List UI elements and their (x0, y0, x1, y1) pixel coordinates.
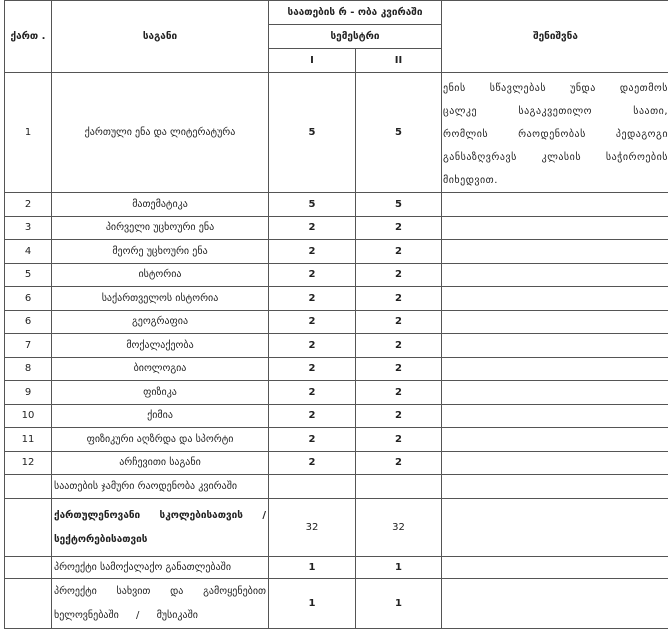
subject-name: ისტორია (52, 263, 269, 287)
table-row (5, 357, 668, 381)
table-row (5, 334, 668, 358)
semester-2-hours: 2 (356, 287, 442, 311)
semester-header: სემესტრი (269, 25, 442, 49)
subject-name: ფიზიკური აღზრდა და სპორტი (52, 428, 269, 452)
class-column-header: ქართ . (5, 1, 52, 73)
row-note (442, 287, 668, 311)
row-number: 7 (5, 334, 52, 358)
row-note (442, 334, 668, 358)
row-number: 2 (5, 193, 52, 217)
row-number: 4 (5, 240, 52, 264)
semester-1-hours: 2 (269, 404, 356, 428)
row-number: 12 (5, 451, 52, 475)
semester-1-header: I (269, 49, 356, 73)
subject-name: ბიოლოგია (52, 357, 269, 381)
row-note (442, 428, 668, 452)
semester-1-hours: 2 (269, 357, 356, 381)
table-row (5, 193, 668, 217)
subject-name: პირველი უცხოური ენა (52, 216, 269, 240)
semester-1-hours: 2 (269, 263, 356, 287)
subject-name: მოქალაქეობა (52, 334, 269, 358)
row-number: 6 (5, 310, 52, 334)
table-row (5, 428, 668, 452)
semester-2-hours: 5 (356, 193, 442, 217)
table-row (5, 287, 668, 311)
table-row (5, 216, 668, 240)
arts-project-s1: 1 (269, 579, 356, 629)
subject-name: ფიზიკა (52, 381, 269, 405)
subject-name: ქართული ენა და ლიტერატურა (52, 73, 269, 193)
row-note (442, 193, 668, 217)
row-note (442, 357, 668, 381)
civic-project-label: პროექტი სამოქალაქო განათლებაში (52, 557, 269, 579)
row-note (442, 404, 668, 428)
semester-2-hours: 2 (356, 381, 442, 405)
row-note (442, 451, 668, 475)
table-row (5, 263, 668, 287)
semester-2-hours: 2 (356, 310, 442, 334)
semester-2-hours: 2 (356, 263, 442, 287)
total-hours-row (5, 475, 668, 499)
semester-1-hours: 2 (269, 310, 356, 334)
semester-2-hours: 2 (356, 334, 442, 358)
semester-1-hours: 2 (269, 451, 356, 475)
table-row (5, 381, 668, 405)
row-number: 8 (5, 357, 52, 381)
weekly-hours-header: საათების რ - ობა კვირაში (269, 1, 442, 25)
semester-2-header: II (356, 49, 442, 73)
semester-1-hours: 2 (269, 381, 356, 405)
row-note (442, 381, 668, 405)
subject-name: ქიმია (52, 404, 269, 428)
row-number: 10 (5, 404, 52, 428)
row-note (442, 216, 668, 240)
subject-name: საქართველოს ისტორია (52, 287, 269, 311)
semester-2-hours: 2 (356, 451, 442, 475)
row-number: 6 (5, 287, 52, 311)
arts-project-s2: 1 (356, 579, 442, 629)
row-number: 3 (5, 216, 52, 240)
arts-project-row (5, 579, 668, 629)
arts-project-label: პროექტი სახვით და გამოყენებით ხელოვნებაში / მუსიკაში (52, 579, 269, 629)
row-note: ენის სწავლებას უნდა დაეთმოს ცალკე საგაკვეთილო საათი, რომლის რაოდენობას პედაგოგი განსაზღვრავს კლასის საჭიროების მიხედვით. (442, 73, 668, 193)
subject-name: არჩევითი საგანი (52, 451, 269, 475)
semester-2-hours: 2 (356, 357, 442, 381)
semester-2-hours: 5 (356, 73, 442, 193)
georgian-schools-row (5, 499, 668, 557)
semester-1-hours: 2 (269, 216, 356, 240)
notes-column-header: შენიშვნა (442, 1, 668, 73)
semester-2-hours: 2 (356, 240, 442, 264)
georgian-schools-s1: 32 (269, 499, 356, 557)
row-note (442, 310, 668, 334)
table-row (5, 240, 668, 264)
subject-name: მათემატიკა (52, 193, 269, 217)
row-number: 5 (5, 263, 52, 287)
row-note (442, 263, 668, 287)
table-row (5, 404, 668, 428)
row-number: 9 (5, 381, 52, 405)
civic-project-s1: 1 (269, 557, 356, 579)
semester-2-hours: 2 (356, 216, 442, 240)
semester-2-hours: 2 (356, 404, 442, 428)
semester-2-hours: 2 (356, 428, 442, 452)
civic-project-s2: 1 (356, 557, 442, 579)
georgian-schools-label: ქართულენოვანი სკოლებისათვის / სექტორებისათვის (52, 499, 269, 557)
curriculum-table (4, 0, 668, 629)
georgian-schools-s2: 32 (356, 499, 442, 557)
semester-1-hours: 2 (269, 334, 356, 358)
semester-1-hours: 5 (269, 73, 356, 193)
row-note (442, 240, 668, 264)
table-row (5, 73, 668, 193)
semester-1-hours: 5 (269, 193, 356, 217)
semester-1-hours: 2 (269, 287, 356, 311)
subject-name: გეოგრაფია (52, 310, 269, 334)
table-row (5, 451, 668, 475)
table-row (5, 310, 668, 334)
total-hours-label: საათების ჯამური რაოდენობა კვირაში (52, 475, 269, 499)
row-number: 1 (5, 73, 52, 193)
civic-project-row (5, 557, 668, 579)
subject-name: მეორე უცხოური ენა (52, 240, 269, 264)
subject-column-header: საგანი (52, 1, 269, 73)
semester-1-hours: 2 (269, 428, 356, 452)
semester-1-hours: 2 (269, 240, 356, 264)
row-number: 11 (5, 428, 52, 452)
